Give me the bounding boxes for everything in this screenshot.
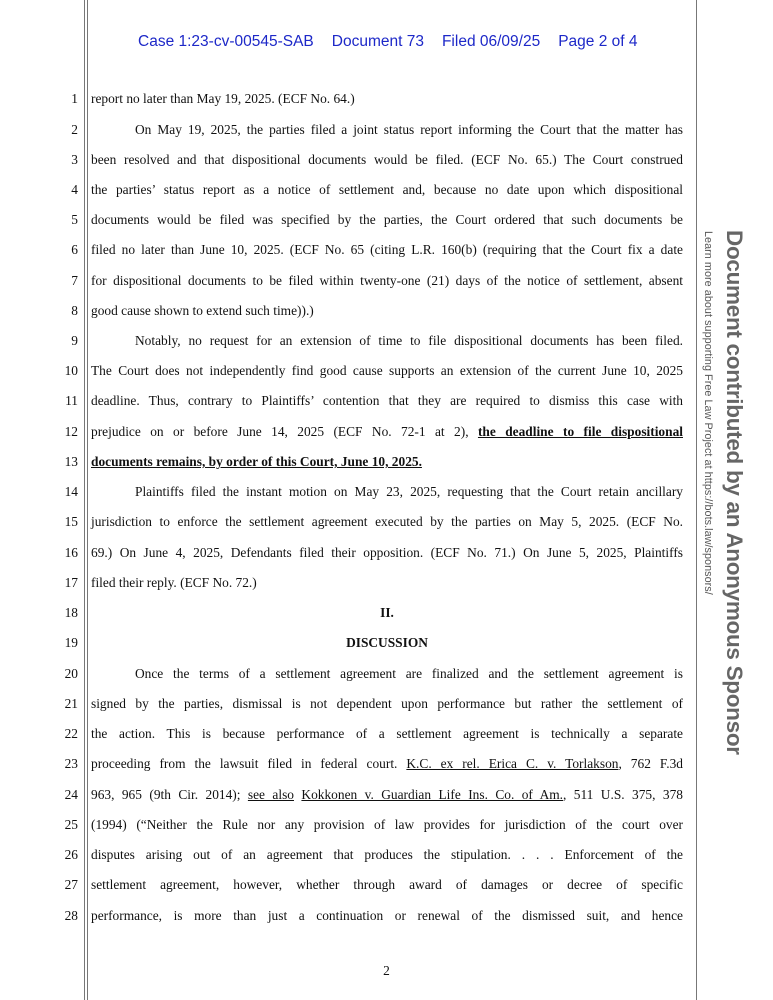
text-line: disputes arising out of an agreement that produces the stipulation. . . . Enforcement of the bbox=[91, 847, 683, 862]
line-number: 25 bbox=[64, 817, 78, 832]
signal-see-also: see also bbox=[247, 787, 294, 802]
line-number: 6 bbox=[71, 242, 78, 257]
line-number: 24 bbox=[64, 787, 78, 802]
text-line: deadline. Thus, contrary to Plaintiffs’ contention that they are required to dismiss this case with bbox=[91, 393, 683, 408]
left-margin-rule-outer bbox=[84, 0, 85, 1000]
line-number: 12 bbox=[64, 424, 78, 439]
line-number: 4 bbox=[71, 182, 78, 197]
document-number: Document 73 bbox=[331, 33, 424, 50]
text-line: (1994) (“Neither the Rule nor any provision of law provides for jurisdiction of the court over bbox=[91, 817, 683, 832]
case-citation: K.C. ex rel. Erica C. v. Torlakson bbox=[406, 756, 619, 771]
line-number: 2 bbox=[71, 122, 78, 137]
line-number: 19 bbox=[64, 635, 78, 650]
text-line: documents would be filed was specified by the parties, the Court ordered that such documents be bbox=[91, 212, 683, 227]
text-line: settlement agreement, however, whether through award of damages or decree of specific bbox=[91, 877, 683, 892]
text-line: Once the terms of a settlement agreement are finalized and the settlement agreement is bbox=[135, 666, 683, 681]
text-run: proceeding from the lawsuit filed in federal court. bbox=[91, 756, 407, 771]
text-line bbox=[91, 787, 683, 803]
line-number: 14 bbox=[64, 484, 78, 499]
text-line: jurisdiction to enforce the settlement agreement executed by the parties on May 5, 2025. (ECF No. bbox=[91, 514, 683, 529]
emphasized-holding: documents remains, by order of this Court, June 10, 2025. bbox=[91, 454, 422, 469]
line-number: 26 bbox=[64, 847, 78, 862]
sponsor-watermark: Document contributed by an Anonymous Sponsor bbox=[722, 230, 747, 755]
line-number: 7 bbox=[71, 273, 78, 288]
text-line: filed their reply. (ECF No. 72.) bbox=[91, 575, 257, 590]
line-number: 28 bbox=[64, 908, 78, 923]
line-number: 23 bbox=[64, 756, 78, 771]
text-run: 963, 965 (9th Cir. 2014); bbox=[91, 787, 248, 802]
filed-date: Filed 06/09/25 bbox=[441, 33, 541, 50]
line-number: 5 bbox=[71, 212, 78, 227]
text-line: performance, is more than just a continuation or renewal of the dismissed suit, and hence bbox=[91, 908, 683, 923]
text-line: The Court does not independently find good cause supports an extension of the current June 10, 2025 bbox=[91, 363, 683, 378]
text-line: the parties’ status report as a notice of settlement and, because no date upon which dispositional bbox=[91, 182, 683, 197]
text-line bbox=[91, 454, 683, 470]
text-line: 69.) On June 4, 2025, Defendants filed their opposition. (ECF No. 71.) On June 5, 2025, Plaintiffs bbox=[91, 545, 683, 560]
line-number: 8 bbox=[71, 303, 78, 318]
line-number: 22 bbox=[64, 726, 78, 741]
text-line: signed by the parties, dismissal is not dependent upon performance but rather the settlement of bbox=[91, 696, 683, 711]
line-number: 3 bbox=[71, 152, 78, 167]
line-number: 18 bbox=[64, 605, 78, 620]
section-heading: DISCUSSION bbox=[346, 635, 428, 650]
left-margin-rule-inner bbox=[87, 0, 88, 1000]
line-number: 10 bbox=[64, 363, 78, 378]
page-indicator: Page 2 of 4 bbox=[558, 33, 638, 50]
line-number: 16 bbox=[64, 545, 78, 560]
line-number: 9 bbox=[71, 333, 78, 348]
text-run: , 762 F.3d bbox=[618, 756, 683, 771]
text-line: report no later than May 19, 2025. (ECF No. 64.) bbox=[91, 91, 355, 106]
text-line: Plaintiffs filed the instant motion on May 23, 2025, requesting that the Court retain ancillary bbox=[135, 484, 683, 499]
text-line: filed no later than June 10, 2025. (ECF No. 65 (citing L.R. 160(b) (requiring that the Court fix a date bbox=[91, 242, 683, 257]
case-header bbox=[138, 33, 656, 51]
right-margin-rule bbox=[696, 0, 697, 1000]
text-line: good cause shown to extend such time)).) bbox=[91, 303, 314, 318]
line-number: 15 bbox=[64, 514, 78, 529]
case-number: Case 1:23-cv-00545-SAB bbox=[138, 33, 314, 50]
line-number: 13 bbox=[64, 454, 78, 469]
text-run: , 511 U.S. 375, 378 bbox=[563, 787, 683, 802]
text-line: for dispositional documents to be filed within twenty-one (21) days of the notice of settlement, absent bbox=[91, 273, 683, 288]
text-line: Notably, no request for an extension of time to file dispositional documents has been filed. bbox=[135, 333, 683, 348]
line-number: 11 bbox=[65, 393, 78, 408]
line-number: 17 bbox=[64, 575, 78, 590]
text-line: On May 19, 2025, the parties filed a joint status report informing the Court that the matter has bbox=[135, 122, 683, 137]
case-citation: Kokkonen v. Guardian Life Ins. Co. of Am. bbox=[301, 787, 564, 802]
line-number: 21 bbox=[64, 696, 78, 711]
text-run: prejudice on or before June 14, 2025 (ECF No. 72-1 at 2), bbox=[91, 424, 478, 439]
page-number: 2 bbox=[383, 963, 390, 978]
text-line: been resolved and that dispositional documents would be filed. (ECF No. 65.) The Court construed bbox=[91, 152, 683, 167]
line-number: 1 bbox=[71, 91, 78, 106]
text-line bbox=[91, 424, 683, 440]
sponsor-link-note: Learn more about supporting Free Law Project at https://bots.law/sponsors/ bbox=[702, 231, 714, 595]
emphasized-holding: the deadline to file dispositional bbox=[477, 424, 683, 439]
line-number: 27 bbox=[64, 877, 78, 892]
line-number: 20 bbox=[64, 666, 78, 681]
text-line: the action. This is because performance of a settlement agreement is technically a separate bbox=[91, 726, 683, 741]
section-number: II. bbox=[380, 605, 394, 620]
text-line bbox=[91, 756, 683, 772]
